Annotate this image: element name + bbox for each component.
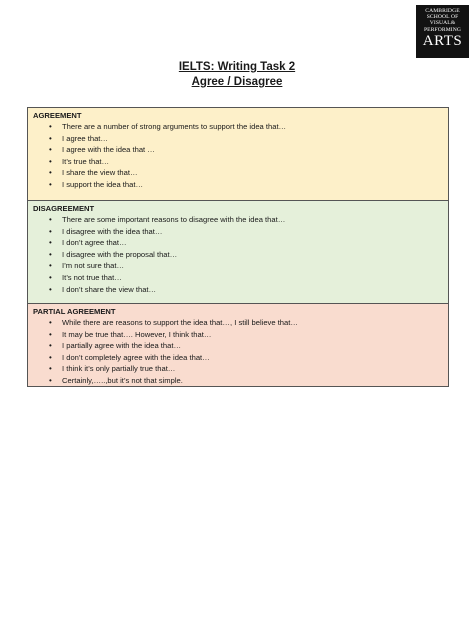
- list-item: [33, 352, 443, 364]
- list-item: [33, 144, 443, 156]
- logo-line: CAMBRIDGE: [425, 8, 460, 14]
- phrase-text: I don’t share the view that…: [62, 284, 157, 294]
- phrase-text: I’m not sure that…: [62, 261, 125, 271]
- list-item: [33, 121, 443, 133]
- section-heading: DISAGREEMENT: [33, 204, 95, 213]
- school-logo: [416, 5, 469, 58]
- phrase-text: I share the view that…: [62, 168, 138, 178]
- agreement-section: [28, 108, 448, 201]
- phrase-text: I agree with the idea that …: [62, 145, 155, 155]
- list-item: [33, 317, 443, 329]
- list-item: [33, 167, 443, 179]
- list-item: [33, 260, 443, 272]
- list-item: [33, 329, 443, 341]
- bullet-icon: •: [49, 238, 52, 248]
- page-title: IELTS: Writing Task 2: [178, 61, 296, 73]
- section-heading: AGREEMENT: [33, 111, 82, 120]
- bullet-icon: •: [49, 341, 52, 351]
- phrase-text: While there are reasons to support the idea that…, I still believe that…: [62, 318, 298, 327]
- phrase-text: It may be true that…. However, I think that…: [62, 329, 212, 339]
- phrase-text: I don’t completely agree with the idea that…: [62, 352, 210, 362]
- document-header: [0, 60, 474, 90]
- bullet-icon: •: [49, 329, 52, 339]
- phrase-text: I disagree with the proposal that…: [62, 249, 178, 259]
- list-item: [33, 226, 443, 238]
- phrase-text: I support the idea that…: [62, 179, 144, 189]
- list-item: [33, 156, 443, 168]
- bullet-icon: •: [49, 261, 52, 271]
- phrase-text: There are a number of strong arguments to support the idea that…: [62, 122, 287, 131]
- bullet-icon: •: [49, 156, 52, 166]
- logo-big-word: ARTS: [422, 32, 463, 49]
- phrase-text: I think it’s only partially true that…: [62, 364, 176, 374]
- phrase-text: There are some important reasons to disagree with the idea that…: [62, 215, 286, 224]
- disagreement-section: [28, 201, 448, 304]
- phrase-text: I disagree with the idea that…: [62, 226, 163, 236]
- partial-agreement-section: [28, 304, 448, 386]
- bullet-icon: •: [49, 168, 52, 178]
- bullet-icon: •: [49, 249, 52, 259]
- list-item: [33, 375, 443, 387]
- phrase-list: [33, 317, 443, 387]
- bullet-icon: •: [49, 133, 52, 143]
- phrase-list: [33, 121, 443, 191]
- list-item: [33, 363, 443, 375]
- phrase-text: It’s not true that…: [62, 272, 122, 282]
- bullet-icon: •: [49, 226, 52, 236]
- phrase-text: It’s true that…: [62, 156, 110, 166]
- logo-line: VISUAL&: [429, 20, 456, 27]
- list-item: [33, 179, 443, 191]
- bullet-icon: •: [49, 122, 52, 131]
- section-heading: PARTIAL AGREEMENT: [33, 307, 116, 316]
- logo-line: PERFORMING: [423, 26, 462, 33]
- bullet-icon: •: [49, 215, 52, 224]
- bullet-icon: •: [49, 375, 52, 385]
- bullet-icon: •: [49, 272, 52, 282]
- list-item: [33, 133, 443, 145]
- list-item: [33, 272, 443, 284]
- logo-line: SCHOOL OF: [426, 14, 459, 21]
- bullet-icon: •: [49, 179, 52, 189]
- page-subtitle: Agree / Disagree: [191, 76, 283, 88]
- list-item: [33, 284, 443, 296]
- bullet-icon: •: [49, 284, 52, 294]
- phrase-text: I don’t agree that…: [62, 238, 127, 248]
- phrases-table: [27, 107, 449, 387]
- list-item: [33, 237, 443, 249]
- list-item: [33, 249, 443, 261]
- bullet-icon: •: [49, 364, 52, 374]
- list-item: [33, 214, 443, 226]
- phrase-text: Certainly,…..,but it’s not that simple.: [62, 375, 183, 385]
- phrase-text: I agree that…: [62, 133, 109, 143]
- bullet-icon: •: [49, 145, 52, 155]
- list-item: [33, 340, 443, 352]
- bullet-icon: •: [49, 318, 52, 327]
- bullet-icon: •: [49, 352, 52, 362]
- phrase-text: I partially agree with the idea that…: [62, 341, 182, 351]
- phrase-list: [33, 214, 443, 295]
